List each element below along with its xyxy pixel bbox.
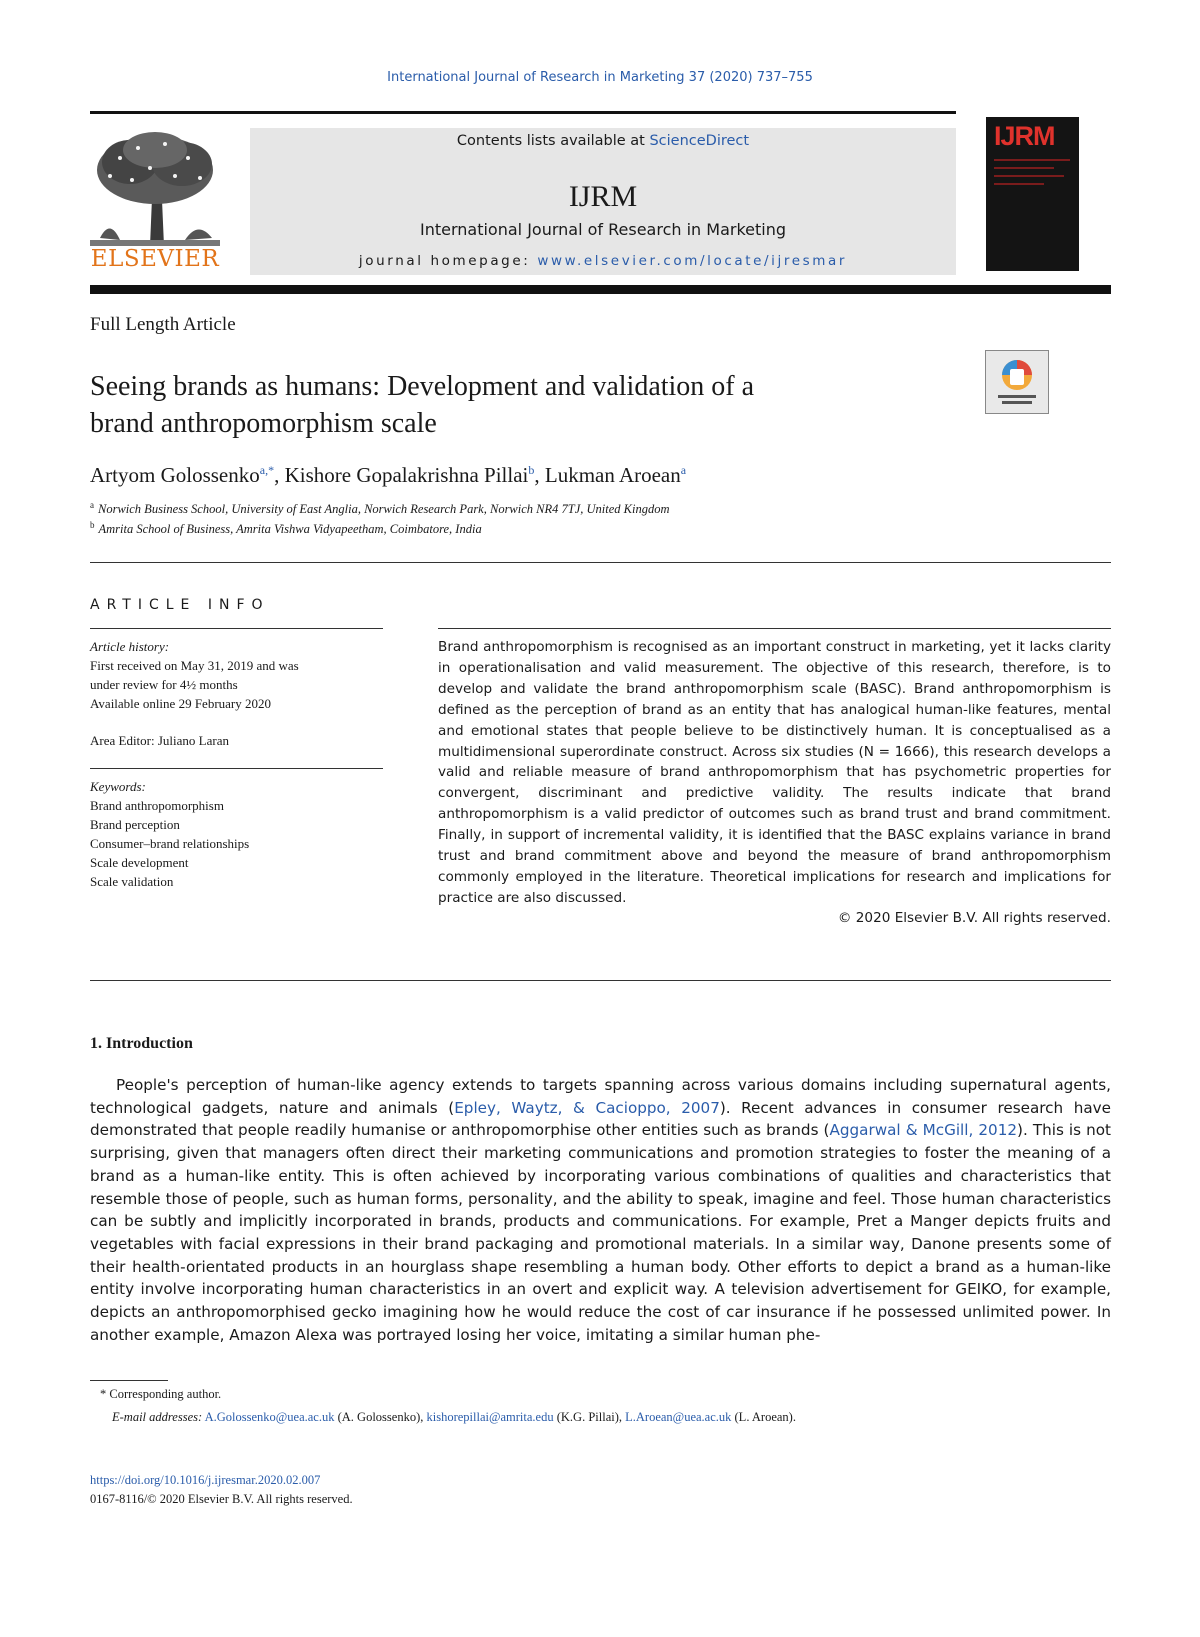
abstract-text: Brand anthropomorphism is recognised as an important construct in marketing, yet it lacks clarity in operationalisation and valid measurement. The objective of this research, therefore, is to develop and validate the brand anthropomorphism scale (BASC). Brand anthropomorphism is defined as the perception of brand as an entity that has analogical human-like features, mental and emotional states that people believe to be distinctively human. It is conceptualised as a multidimensional superordinate construct. Across six studies (N = 1666), this research develops a valid and reliable measure of brand anthropomorphism that has psychometric properties for convergent, discriminant and predictive validity. The results indicate that brand anthropomorphism is a valid predictor of outcomes such as brand trust and brand commitment. Finally, in support of incremental validity, it is identified that the BASC explains variance in brand trust and brand commitment above and beyond the measure of brand anthropomorphism commonly employed in the literature. Theoretical implications for research and implications for practice are also discussed. [438,639,1111,906]
sciencedirect-link[interactable]: ScienceDirect [649,133,750,149]
citation-link[interactable]: Aggarwal & McGill, 2012 [829,1121,1018,1140]
article-history: Article history: First received on May 31, 2019 and was under review for 4½ months Available online 29 February 2020 Area Editor: Juliano Laran [90,637,383,750]
keyword: Consumer–brand relationships [90,836,250,851]
divider [90,562,1111,563]
divider [90,980,1111,981]
divider [438,628,1111,629]
journal-abbreviation: IJRM [568,180,638,213]
area-editor: Area Editor: Juliano Laran [90,733,229,748]
keyword: Brand perception [90,817,180,832]
author-affiliation-mark[interactable]: a [680,463,687,477]
journal-name: International Journal of Research in Marketing [419,220,787,239]
keywords-block: Keywords: Brand anthropomorphism Brand perception Consumer–brand relationships Scale development Scale validation [90,777,383,891]
affiliation-b: $^b$ Amrita School of Business, Amrita Vishwa Vidyapeetham, Coimbatore, India [90,520,482,537]
journal-banner [250,128,956,275]
homepage-link[interactable]: www.elsevier.com/locate/ijresmar [537,253,848,269]
contents-line: Contents lists available at ScienceDirect [456,133,750,149]
article-type: Full Length Article [90,314,236,335]
corresponding-author-note: * Corresponding author. [100,1387,222,1401]
article-info-heading: ARTICLE INFO [90,597,270,613]
affiliation-a: $^a$ Norwich Business School, University of East Anglia, Norwich Research Park, Norwich NR4 7TJ, United Kingdom [90,500,670,517]
section-heading: 1. Introduction [90,1035,193,1052]
author-name[interactable]: Artyom Golossenko [90,463,260,487]
email-link[interactable]: A.Golossenko@uea.ac.uk [204,1410,335,1424]
author-name[interactable]: Kishore Gopalakrishna Pillai [284,463,529,487]
author-name[interactable]: Lukman Aroean [544,463,681,487]
header-thick-rule [90,285,1111,294]
keyword: Brand anthropomorphism [90,798,224,813]
elsevier-wordmark: ELSEVIER [90,246,220,272]
introduction-text: People's perception of human-like agency extends to targets spanning across various domains including supernatural agents, technological gadgets, nature and animals (Epley, Waytz, & Cacioppo, 2007). Recent advances in consumer research have demonstrated that people readily humanise or anthropomorphise other entities such as brands (Aggarwal & McGill, 2012). This is not surprising, given that managers often direct their marketing communications and promotion strategies to foster the meaning of a brand as a human-like entity. This is often achieved by incorporating various combinations of qualities and characteristics that resemble those of people, such as human forms, personality, and the ability to speak, imagine and feel. Those human characteristics can be subtly and implicitly incorporated in brands, products and communications. For example, Pret a Manger depicts fruits and vegetables with facial expressions in their brand packaging and promotional materials. In a similar way, Danone presents some of their health-orientated products in an hourglass shape resembling a human body. Other efforts to depict a brand as a human-like entity involve incorporating human characteristics in an overt and explicit way. A television advertisement for GEIKO, for example, depicts an anthropomorphised gecko imagining how he would reduce the cost of car insurance if he possessed unlimited power. In another example, Amazon Alexa was portrayed losing her voice, imitating a similar human phe- [90,1076,1111,1344]
author-affiliation-mark[interactable]: b [528,463,535,477]
keyword: Scale development [90,855,189,870]
footnote-rule [90,1380,168,1381]
email-addresses: E-mail addresses: A.Golossenko@uea.ac.uk (A. Golossenko), kishorepillai@amrita.edu (K.G. Pillai), L.Aroean@uea.ac.uk (L. Aroean). [112,1410,796,1424]
email-link[interactable]: kishorepillai@amrita.edu [426,1410,554,1424]
cover-title: IJRM [994,121,1055,151]
author-affiliation-mark[interactable]: a,* [259,463,275,477]
header-rule [90,111,956,114]
journal-reference-link[interactable]: International Journal of Research in Marketing 37 (2020) 737–755 [387,70,813,85]
email-link[interactable]: L.Aroean@uea.ac.uk [625,1410,732,1424]
author-list: Artyom Golossenko$^{a,*}$, Kishore Gopalakrishna Pillai$^b$, Lukman Aroean$^a$ [90,463,687,487]
divider [90,768,383,769]
check-for-updates-badge[interactable] [985,350,1049,414]
issn-copyright: 0167-8116/© 2020 Elsevier B.V. All rights reserved. [90,1492,353,1506]
journal-homepage: journal homepage: www.elsevier.com/locate/ijresmar [358,253,848,269]
keyword: Scale validation [90,874,174,889]
divider [90,628,383,629]
journal-cover-thumbnail[interactable] [986,117,1079,271]
citation-link[interactable]: Epley, Waytz, & Cacioppo, 2007 [454,1098,720,1117]
abstract-copyright: © 2020 Elsevier B.V. All rights reserved. [837,910,1111,926]
article-title: Seeing brands as humans: Development and validation of a brand anthropomorphism scale [90,371,755,439]
doi-link[interactable]: https://doi.org/10.1016/j.ijresmar.2020.02.007 [90,1473,321,1487]
